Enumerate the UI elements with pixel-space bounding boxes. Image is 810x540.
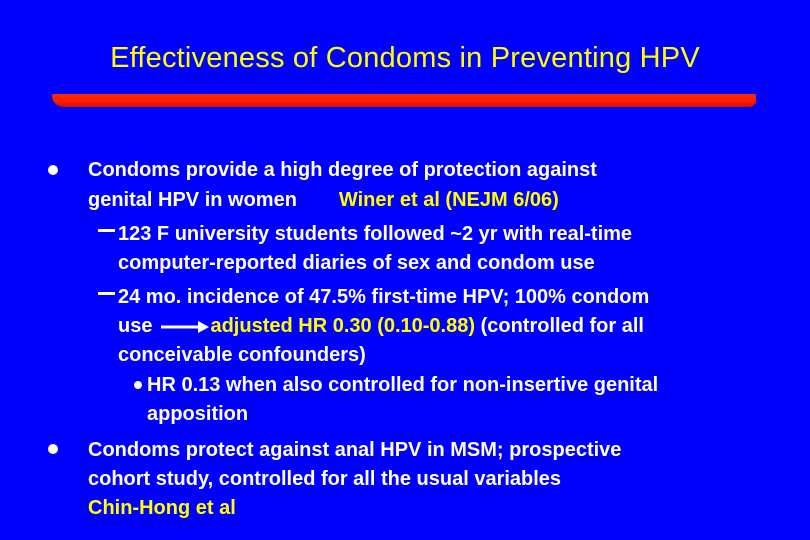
subpoint-2-controlled: (controlled for all <box>480 315 644 337</box>
subpoint-1-line-2: computer-reported diaries of sex and condom use <box>118 252 595 274</box>
subpoint-2-hazard-ratio: adjusted HR 0.30 (0.10-0.88) <box>210 315 476 337</box>
subpoint-2-line-3: conceivable confounders) <box>118 344 366 366</box>
point-1-text: genital HPV in women <box>88 189 297 211</box>
bullet-dot-icon <box>48 444 58 454</box>
bullet-dot-icon <box>48 165 58 175</box>
subpoint-2-line-1: 24 mo. incidence of 47.5% first-time HPV; 100% condom <box>118 286 650 308</box>
point-1-citation: Winer et al (NEJM 6/06) <box>338 189 559 211</box>
right-arrow-icon <box>160 320 210 334</box>
point-1-line-2 <box>88 188 559 212</box>
point-1-line-1: Condoms provide a high degree of protection against <box>88 159 597 181</box>
detail-line-2: apposition <box>147 403 249 425</box>
detail-line-1: HR 0.13 when also controlled for non-insertive genital <box>147 374 659 396</box>
point-2-citation: Chin-Hong et al <box>88 497 236 519</box>
subpoint-2-use: use <box>118 315 153 337</box>
point-2-line-1: Condoms protect against anal HPV in MSM; prospective <box>88 439 622 461</box>
slide-title: Effectiveness of Condoms in Preventing HPV <box>110 42 700 74</box>
title-underline-rule <box>52 94 756 107</box>
subpoint-1-line-1: 123 F university students followed ~2 yr with real-time <box>118 223 633 245</box>
dash-icon <box>98 229 115 232</box>
dash-icon <box>98 292 115 295</box>
small-bullet-dot-icon <box>134 381 142 389</box>
point-2-line-2: cohort study, controlled for all the usual variables <box>88 468 562 490</box>
